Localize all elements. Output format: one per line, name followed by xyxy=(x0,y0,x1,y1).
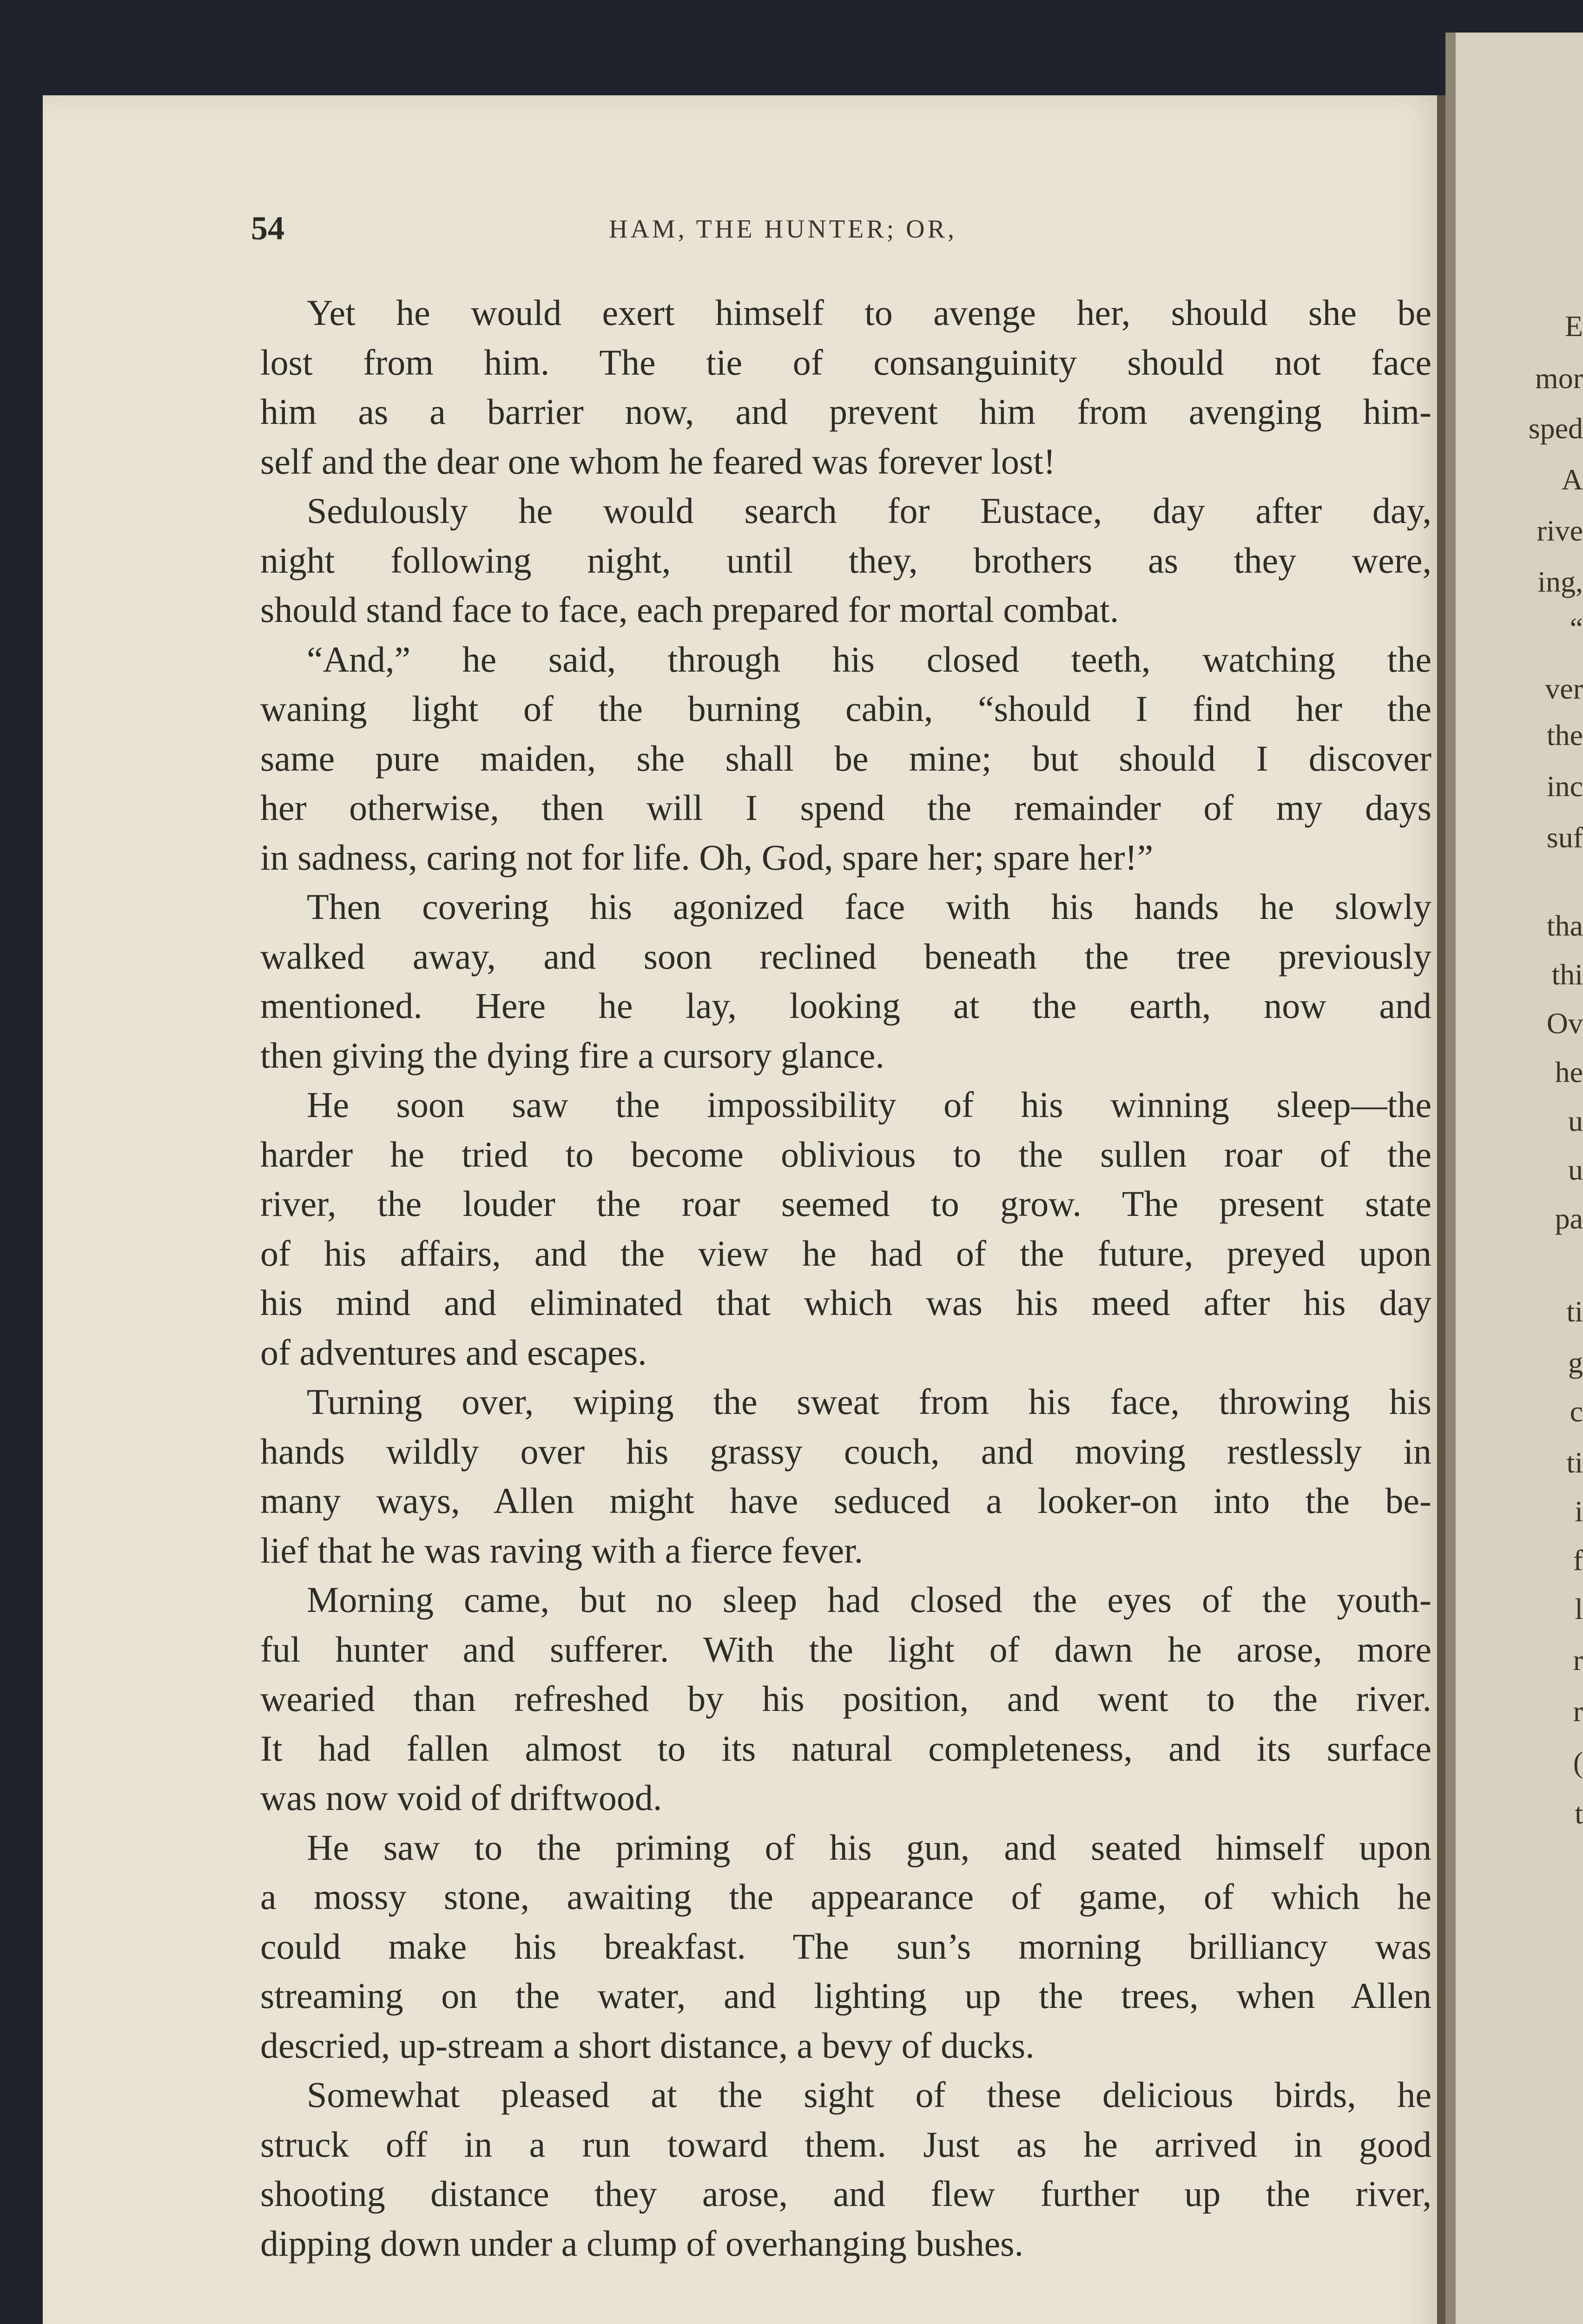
text-line: was now void of driftwood. xyxy=(260,1777,662,1818)
facing-page-fragment: u xyxy=(1568,1104,1583,1137)
facing-page-fragment: u xyxy=(1568,1153,1583,1186)
text-line: descried, up-stream a short distance, a bevy of ducks. xyxy=(260,2025,1035,2066)
facing-page-fragment: l xyxy=(1575,1592,1583,1625)
facing-page-fragment: “ xyxy=(1570,612,1583,645)
text-line: waning light of the burning cabin, “should I find her the xyxy=(260,688,1431,729)
facing-page-fragment: suf xyxy=(1546,821,1583,854)
facing-page-fragment: A xyxy=(1561,463,1583,496)
facing-page-fragment: i xyxy=(1575,1495,1583,1528)
text-line: his mind and eliminated that which was his meed after his day xyxy=(260,1282,1431,1323)
text-line: in sadness, caring not for life. Oh, God, spare her; spare her!” xyxy=(260,837,1154,878)
text-line: dipping down under a clump of overhanging bushes. xyxy=(260,2223,1024,2264)
facing-page-fragment: f xyxy=(1573,1544,1583,1577)
facing-page-fragment: sped xyxy=(1528,412,1583,445)
facing-page-fragment: c xyxy=(1570,1395,1583,1428)
text-line: of adventures and escapes. xyxy=(260,1332,647,1373)
text-line: him as a barrier now, and prevent him from avenging him- xyxy=(260,391,1431,432)
facing-page-fragment: ver xyxy=(1545,672,1583,705)
facing-page-fragment: ti xyxy=(1566,1295,1583,1328)
scan-background xyxy=(1445,0,1583,33)
text-line: Morning came, but no sleep had closed the eyes of the youth- xyxy=(307,1579,1431,1620)
facing-page-fragment: ( xyxy=(1573,1746,1583,1779)
facing-page-fragment: E xyxy=(1564,310,1583,343)
text-line: could make his breakfast. The sun’s morning brilliancy was xyxy=(260,1926,1431,1967)
text-line: Yet he would exert himself to avenge her, should she be xyxy=(307,292,1431,333)
text-line: river, the louder the roar seemed to grow. The present state xyxy=(260,1183,1431,1224)
text-line: harder he tried to become oblivious to the sullen roar of the xyxy=(260,1134,1431,1175)
facing-page-fragment: rive xyxy=(1537,514,1583,547)
text-line: should stand face to face, each prepared for mortal combat. xyxy=(260,589,1119,630)
running-head xyxy=(251,207,1431,249)
body-text xyxy=(260,288,1431,2268)
facing-page-fragment: t xyxy=(1575,1797,1583,1830)
facing-page-edge xyxy=(1445,33,1583,2324)
text-line: wearied than refreshed by his position, and went to the river. xyxy=(260,1678,1431,1719)
text-line: Turning over, wiping the sweat from his face, throwing his xyxy=(307,1381,1431,1422)
text-line: lief that he was raving with a fierce fever. xyxy=(260,1530,864,1571)
text-line: Sedulously he would search for Eustace, day after day, xyxy=(307,490,1431,531)
facing-page-fragment: inc xyxy=(1546,770,1583,803)
text-line: He saw to the priming of his gun, and seated himself upon xyxy=(307,1827,1431,1868)
facing-page-fragment: mor xyxy=(1535,362,1583,395)
text-line: Somewhat pleased at the sight of these delicious birds, he xyxy=(307,2074,1431,2115)
facing-page-fragment: tha xyxy=(1546,909,1583,942)
facing-page-fragment: g xyxy=(1568,1346,1583,1379)
text-line: He soon saw the impossibility of his winning sleep—the xyxy=(307,1084,1431,1125)
facing-page-fragment: ing, xyxy=(1537,565,1583,598)
facing-page-fragment: the xyxy=(1546,719,1583,752)
text-line: walked away, and soon reclined beneath the tree previously xyxy=(260,936,1431,977)
text-line: her otherwise, then will I spend the remainder of my days xyxy=(260,787,1431,828)
facing-page-fragment: Ov xyxy=(1546,1007,1583,1040)
facing-page-fragment: pa xyxy=(1555,1202,1583,1235)
text-line: hands wildly over his grassy couch, and moving restlessly in xyxy=(260,1431,1431,1472)
text-line: self and the dear one whom he feared was forever lost! xyxy=(260,441,1055,482)
text-line: streaming on the water, and lighting up the trees, when Allen xyxy=(260,1975,1431,2016)
facing-page-fragment: r xyxy=(1573,1695,1583,1728)
text-line: “And,” he said, through his closed teeth, watching the xyxy=(307,639,1431,680)
facing-page-fragment: he xyxy=(1555,1056,1583,1089)
facing-page-fragment: thi xyxy=(1551,958,1583,991)
page-fold-shadow xyxy=(1437,95,1445,2324)
facing-page-fragment: ti xyxy=(1566,1446,1583,1479)
text-line: shooting distance they arose, and flew further up the river, xyxy=(260,2173,1431,2214)
text-line: mentioned. Here he lay, looking at the earth, now and xyxy=(260,985,1431,1026)
text-line: ful hunter and sufferer. With the light of dawn he arose, more xyxy=(260,1629,1431,1670)
text-line: a mossy stone, awaiting the appearance of game, of which he xyxy=(260,1876,1431,1917)
text-line: of his affairs, and the view he had of the future, preyed upon xyxy=(260,1233,1431,1274)
text-line: many ways, Allen might have seduced a looker-on into the be- xyxy=(260,1480,1431,1521)
running-title: HAM, THE HUNTER; OR, xyxy=(609,215,957,244)
text-line: struck off in a run toward them. Just as he arrived in good xyxy=(260,2124,1431,2165)
facing-page-fragment: r xyxy=(1573,1644,1583,1677)
text-line: lost from him. The tie of consanguinity should not face xyxy=(260,342,1431,383)
page-number: 54 xyxy=(251,210,284,247)
book-gutter xyxy=(1445,33,1456,2324)
text-line: night following night, until they, brothers as they were, xyxy=(260,540,1431,581)
text-line: Then covering his agonized face with his hands he slowly xyxy=(307,886,1431,927)
text-line: then giving the dying fire a cursory glance. xyxy=(260,1035,884,1076)
text-line: same pure maiden, she shall be mine; but should I discover xyxy=(260,738,1431,779)
text-line: It had fallen almost to its natural completeness, and its surface xyxy=(260,1728,1431,1769)
